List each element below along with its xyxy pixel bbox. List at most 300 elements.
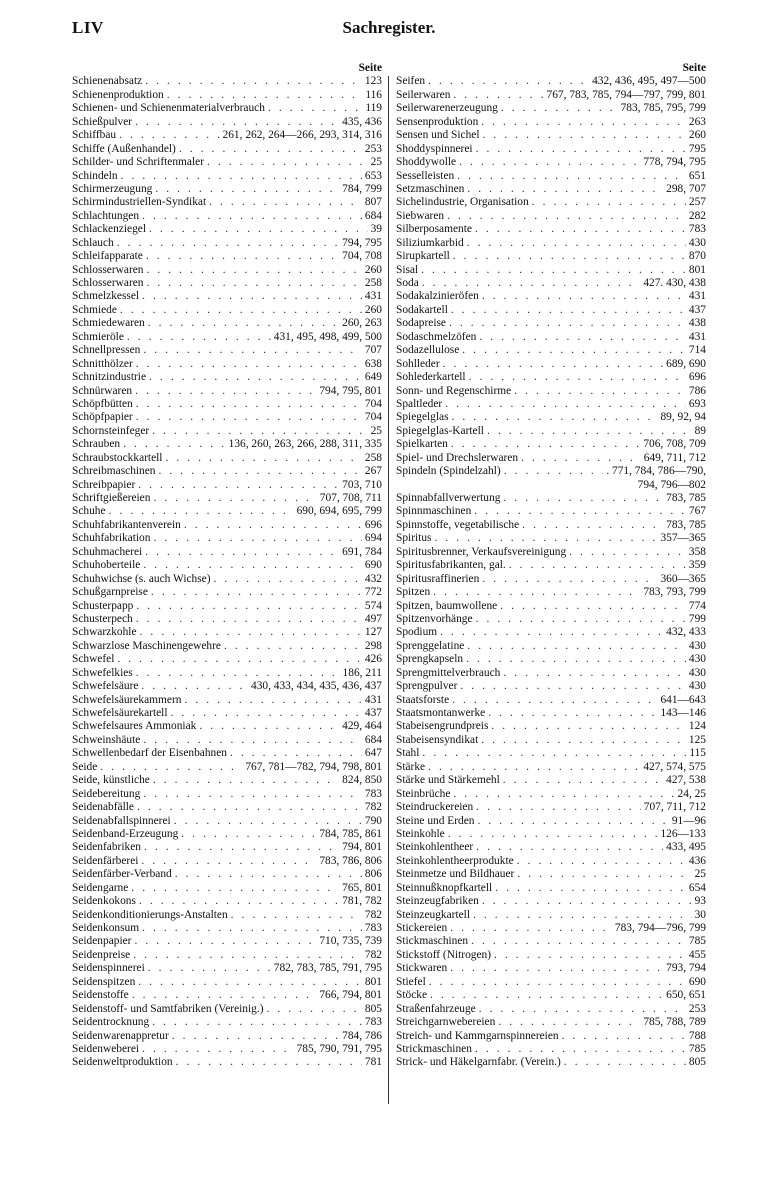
dot-leader [142,290,362,303]
dot-leader [172,1030,339,1043]
index-entry-term: Steinmetze und Bildhauer [396,868,515,881]
index-entry-pages: 647 [364,747,382,760]
index-entry [72,102,382,115]
index-entry-term: Seidenfabriken [72,841,141,854]
index-entry-pages: 25 [694,868,706,881]
index-entry-pages: 794, 801 [342,841,382,854]
index-entry-term: Seidentrocknung [72,1016,150,1029]
dot-leader [453,788,674,801]
dot-leader [119,129,219,142]
index-entry-term: Schnellpressen [72,344,141,357]
index-entry-term: Schmieröle [72,330,124,343]
dot-leader [521,452,641,465]
index-entry-term: Schöpfpapier [72,411,133,424]
index-entry-term: Strickmaschinen [396,1042,472,1055]
index-entry-term: Shoddyspinnerei [396,142,473,155]
dot-leader [100,761,242,774]
index-entry-pages: 430 [688,666,706,679]
dot-leader [452,694,657,707]
dot-leader [175,868,362,881]
dot-leader [430,989,663,1002]
dot-leader [179,143,362,156]
index-entry [72,962,382,975]
dot-leader [440,626,663,639]
dot-leader [171,707,362,720]
index-entry-pages: 794, 796—802 [637,478,706,491]
dot-leader [224,640,362,653]
index-entry [72,680,382,693]
index-entry-term: Schleifapparate [72,250,143,263]
dot-leader [121,170,362,183]
index-entry [72,1056,382,1069]
index-entry-term: Strick- und Häkelgarnfabr. (Verein.) [396,1056,561,1069]
dot-leader [136,411,362,424]
index-entry-term: Schuhe [72,505,106,518]
dot-leader [266,1003,361,1016]
index-entry [396,774,706,787]
index-entry-pages: 261, 262, 264—266, 293, 314, 316 [222,129,382,142]
index-entry-term: Schuhfabrikantenverein [72,518,181,531]
index-entry-pages: 260, 263 [342,317,382,330]
index-entry-pages: 786 [688,384,706,397]
index-entry-term: Stabeisengrundpreis [396,720,489,733]
dot-leader [428,761,640,774]
index-entry-term: Seidenabfälle [72,801,134,814]
index-entry [396,868,706,881]
dot-leader [142,922,362,935]
dot-leader [153,492,316,505]
index-entry-pages: 641—643 [660,693,706,706]
index-entry [72,237,382,250]
index-entry [396,640,706,653]
index-entry-term: Schlosserwaren [72,263,144,276]
dot-leader [482,573,657,586]
index-entry-pages: 772 [364,586,382,599]
index-entry-pages: 782, 783, 785, 791, 795 [273,962,382,975]
index-entry-term: Steinkohlentheerprodukte [396,854,514,867]
index-entry [396,1043,706,1056]
index-entry [72,815,382,828]
index-entry-term: Seidenstoffe [72,989,129,1002]
index-entry-pages: 125 [688,733,706,746]
dot-leader [453,89,543,102]
index-entry [396,586,706,599]
index-entry-pages: 691, 784 [342,545,382,558]
index-entry [72,89,382,102]
index-entry-term: Schlackenziegel [72,223,147,236]
index-entry-pages: 781 [364,1056,382,1069]
index-entry-term: Seidengarne [72,881,129,894]
column-label: Seite [358,62,382,74]
index-entry-term: Spindeln (Spindelzahl) [396,465,501,478]
index-entry-pages: 260 [364,303,382,316]
index-entry-term: Stickwaren [396,962,448,975]
index-entry-pages: 788 [688,1029,706,1042]
index-entry-term: Schusterpapp [72,599,134,612]
index-entry-term: Stickstoff (Nitrogen) [396,948,492,961]
index-entry-pages: 689, 690 [666,357,706,370]
index-entry-pages: 260 [364,263,382,276]
index-entry [72,358,382,371]
index-entry-pages: 89 [694,424,706,437]
dot-leader [165,452,361,465]
dot-leader [207,156,368,169]
index-entry-pages: 186, 211 [342,666,382,679]
index-entry-pages: 427, 574, 575 [643,760,706,773]
index-entry-term: Spinnmaschinen [396,505,472,518]
index-entry [396,989,706,1002]
index-entry-term: Spitzen [396,586,431,599]
index-entry [72,841,382,854]
dot-leader [503,774,663,787]
dot-leader [146,250,339,263]
index-entry-pages: 805 [364,1002,382,1015]
index-entry-pages: 253 [364,142,382,155]
index-entry-pages: 799 [688,612,706,625]
dot-leader [429,976,686,989]
index-entry-pages: 807 [364,196,382,209]
index-entry-pages: 429, 464 [342,720,382,733]
index-entry-pages: 116 [365,88,382,101]
index-entry [72,210,382,223]
index-entry [396,855,706,868]
index-entry-term: Sohlleder [396,357,440,370]
index-entry-term: Schlachtungen [72,209,140,222]
index-entry-term: Schraubstockkartell [72,451,163,464]
dot-leader [443,358,663,371]
index-entry [396,196,706,209]
index-entry [72,855,382,868]
dot-leader [151,586,362,599]
index-entry-term: Stiefel [396,975,426,988]
index-entry-term: Seidenfärber-Verband [72,868,172,881]
index-entry-pages: 126—133 [660,827,706,840]
dot-leader [514,385,686,398]
index-entry [72,667,382,680]
index-entry-pages: 427, 538 [666,774,706,787]
dot-leader [142,210,362,223]
dot-leader [476,841,663,854]
dot-leader [143,734,362,747]
dot-leader [462,344,686,357]
dot-leader [145,75,362,88]
index-entry [72,788,382,801]
index-entry-pages: 430 [688,639,706,652]
dot-leader [120,304,362,317]
index-entry-term: Schienen- und Schienenmaterialverbrauch [72,102,265,115]
index-entry-pages: 693 [688,397,706,410]
dot-leader [491,720,686,733]
dot-leader [477,815,668,828]
index-entry-pages: 119 [365,102,382,115]
index-entry-term: Seifen [396,75,426,88]
dot-leader [145,546,339,559]
index-entry-term: Sprengmittelverbrauch [396,666,501,679]
dot-leader [498,1016,640,1029]
index-entry [396,237,706,250]
dot-leader [482,895,692,908]
index-entry-term: Schnitzindustrie [72,371,147,384]
index-entry-term: Schienenproduktion [72,88,164,101]
dot-leader [153,774,339,787]
index-entry-pages: 684 [364,209,382,222]
index-entry-term: Seidenpreise [72,948,131,961]
index-entry [396,976,706,989]
index-entry-term: Sodakartell [396,303,448,316]
dot-leader [482,290,686,303]
index-entry [72,385,382,398]
index-entry-pages: 690 [364,559,382,572]
index-entry-term: Schwefelsäurekartell [72,707,168,719]
index-entry-pages: 795 [688,142,706,155]
index-entry-pages: 430, 433, 434, 435, 436, 437 [251,680,382,693]
index-entry-pages: 437 [364,707,382,719]
index-entry-pages: 694 [364,532,382,545]
index-entry-term: Schreibmaschinen [72,465,156,478]
index-entry-term: Schwellenbedarf der Eisenbahnen [72,747,227,760]
dot-leader [132,989,317,1002]
index-column-right [396,62,706,1070]
index-entry [396,116,706,129]
index-entry-pages: 298 [364,639,382,652]
index-entry-pages: 651 [688,169,706,182]
index-entry-term: Seidenstoff- und Samtfabriken (Vereinig.) [72,1002,264,1015]
index-entry [396,371,706,384]
index-entry-pages: 258 [364,451,382,464]
index-entry [72,1030,382,1043]
index-entry-pages: 784, 786 [342,1029,382,1042]
dot-leader [147,264,362,277]
index-entry-term: Straßenfahrzeuge [396,1002,476,1015]
index-entry-pages: 767, 781—782, 794, 798, 801 [245,760,382,773]
index-entry-pages: 704 [364,397,382,410]
index-entry-pages: . 771, 784, 786—790, [606,465,706,478]
dot-leader [159,465,362,478]
index-entry-pages: 766, 794, 801 [319,989,382,1002]
index-entry-pages: 253 [688,1002,706,1015]
index-entry-pages: 360—365 [660,572,706,585]
index-entry [72,398,382,411]
index-entry-pages: 793, 794 [666,962,706,975]
index-entry [396,922,706,935]
index-entry [396,156,706,169]
index-entry-pages: 430 [688,236,706,249]
dot-leader [483,129,686,142]
index-entry-term: Sodaschmelzöfen [396,330,477,343]
dot-leader [421,264,686,277]
dot-leader [476,143,686,156]
index-entry-pages: 785, 788, 789 [643,1016,706,1029]
dot-leader [451,304,686,317]
index-entry [396,143,706,156]
dot-leader [176,1056,362,1069]
dot-leader [199,720,339,733]
index-entry [72,143,382,156]
index-entry-pages: 767 [688,505,706,518]
index-entry-term: Spinnabfallverwertung [396,492,501,504]
index-entry [72,532,382,545]
dot-leader [452,411,658,424]
index-entry-term: Siebwaren [396,209,445,222]
index-entry-term: Seidenkokons [72,895,136,908]
index-entry-term: Seidenband-Erzeugung [72,827,179,840]
index-entry-pages: 91—96 [671,814,706,827]
index-entry [396,492,706,505]
dot-leader [469,371,686,384]
index-entry [396,183,706,196]
index-entry-pages: 783 [364,922,382,934]
index-entry-pages: 282 [688,209,706,222]
index-entry-pages: 785 [688,935,706,948]
page-title: Sachregister. [342,18,436,37]
index-entry-term: Schiffe (Außenhandel) [72,142,176,155]
dot-leader [138,479,339,492]
dot-leader [136,600,362,613]
index-entry-term: Stickmaschinen [396,935,469,948]
dot-leader [447,210,686,223]
index-entry [72,546,382,559]
index-entry-term: Seidebereitung [72,787,141,800]
index-entry [72,331,382,344]
dot-leader [140,626,362,639]
dot-leader [137,801,362,814]
index-entry [396,290,706,303]
index-entry [72,223,382,236]
index-entry-pages: 783, 794—796, 799 [614,922,706,934]
index-entry-term: Schriftgießereien [72,492,151,504]
index-entry [396,882,706,895]
index-entry [72,935,382,948]
index-entry-pages: 690, 694, 695, 799 [296,505,382,518]
dot-leader [139,895,339,908]
dot-leader [476,801,641,814]
index-entry-term: Sesselleisten [396,169,455,182]
dot-leader [467,640,686,653]
index-entry-term: Schuhoberteile [72,559,141,572]
index-entry-term: Steinnußknopfkartell [396,881,493,894]
index-entry-term: Steinkohle [396,827,445,840]
index-entry-pages: 784, 785, 861 [319,827,382,840]
index-entry-pages: 432 [364,572,382,585]
dot-leader [494,949,686,962]
dot-leader [467,237,686,250]
index-entry [396,331,706,344]
index-entry-pages: 436 [688,854,706,867]
index-entry [72,909,382,922]
index-entry [396,532,706,545]
index-entry-term: Spaltleder [396,397,443,410]
index-entry-term: Sirupkartell [396,250,450,263]
index-entry [396,546,706,559]
index-entry [396,304,706,317]
index-entry [396,909,706,922]
index-entry-pages: 431 [688,290,706,303]
index-entry-term: Spinnstoffe, vegetabilische [396,518,520,531]
dot-leader [475,1043,686,1056]
dot-leader [155,183,339,196]
index-entry-pages: 30 [694,908,706,921]
index-entry-term: Sensenproduktion [396,115,479,128]
dot-leader [117,237,339,250]
index-entry-term: Streichgarnwebereien [396,1016,496,1029]
dot-leader [153,532,361,545]
index-entry [396,129,706,142]
index-entry-term: Schrauben [72,438,121,451]
index-entry [396,89,706,102]
index-entry-pages: 89, 92, 94 [660,411,706,424]
index-entry-term: Spiegelglas-Kartell [396,424,484,437]
index-entry-term: Seidenweberei [72,1042,140,1055]
index-entry-pages: 143—146 [660,707,706,719]
dot-leader [460,680,686,693]
index-entry-pages: 426 [364,653,382,666]
dot-leader [109,505,294,518]
dot-leader [127,331,271,344]
index-entry-term: Schreibpapier [72,478,136,491]
index-entry-term: Schwefelsaures Ammoniak [72,720,197,733]
index-entry [396,398,706,411]
index-entry [396,250,706,263]
index-entry-pages: 357—365 [660,532,706,545]
index-entry-term: Spiegelglas [396,411,449,424]
index-entry [72,747,382,760]
index-entry [72,183,382,196]
index-entry [72,801,382,814]
index-entry-pages: 25 [370,156,382,169]
index-entry-term: Setzmaschinen [396,182,465,195]
index-entry-term: Seidenabfallspinnerei [72,814,171,827]
dot-leader [123,438,226,451]
index-entry-pages: 710, 735, 739 [319,935,382,948]
index-entry-term: Seilerwarenerzeugung [396,102,498,115]
index-entry [72,264,382,277]
dot-leader [488,707,657,720]
index-entry [396,75,706,88]
index-entry [72,519,382,532]
dot-leader [562,1030,686,1043]
index-entry-term: Sodapreise [396,317,446,330]
index-entry [72,586,382,599]
index-entry-term: Seidenspinnerei [72,962,145,975]
index-entry-pages: 783, 786, 806 [319,854,382,867]
index-entry-term: Staatsforste [396,693,450,706]
index-entry [396,1030,706,1043]
dot-leader [148,962,271,975]
index-entry [72,1003,382,1016]
index-entry-pages: 782 [364,801,382,814]
index-entry-pages: 127 [364,626,382,639]
index-entry-term: Schnitthölzer [72,357,133,370]
dot-leader [136,398,362,411]
index-entry [72,707,382,720]
index-entry-pages: 431, 495, 498, 499, 500 [273,330,382,343]
index-entry [396,694,706,707]
index-entry [72,882,382,895]
index-entry-term: Streich- und Kammgarnspinnereien [396,1029,559,1042]
index-entry-term: Schornsteinfeger [72,424,150,437]
index-entry-term: Schuhwichse (s. auch Wichse) [72,572,211,585]
dot-leader [231,909,362,922]
column-label: Seite [682,62,706,74]
dot-leader [495,882,686,895]
index-entry [396,949,706,962]
index-entry-pages: 824, 850 [342,774,382,787]
dot-leader [471,935,686,948]
dot-leader [475,223,686,236]
index-entry-term: Steinzeugfabriken [396,895,479,908]
index-entry-pages: 794, 795 [342,236,382,249]
index-entry-pages: 359 [688,559,706,572]
